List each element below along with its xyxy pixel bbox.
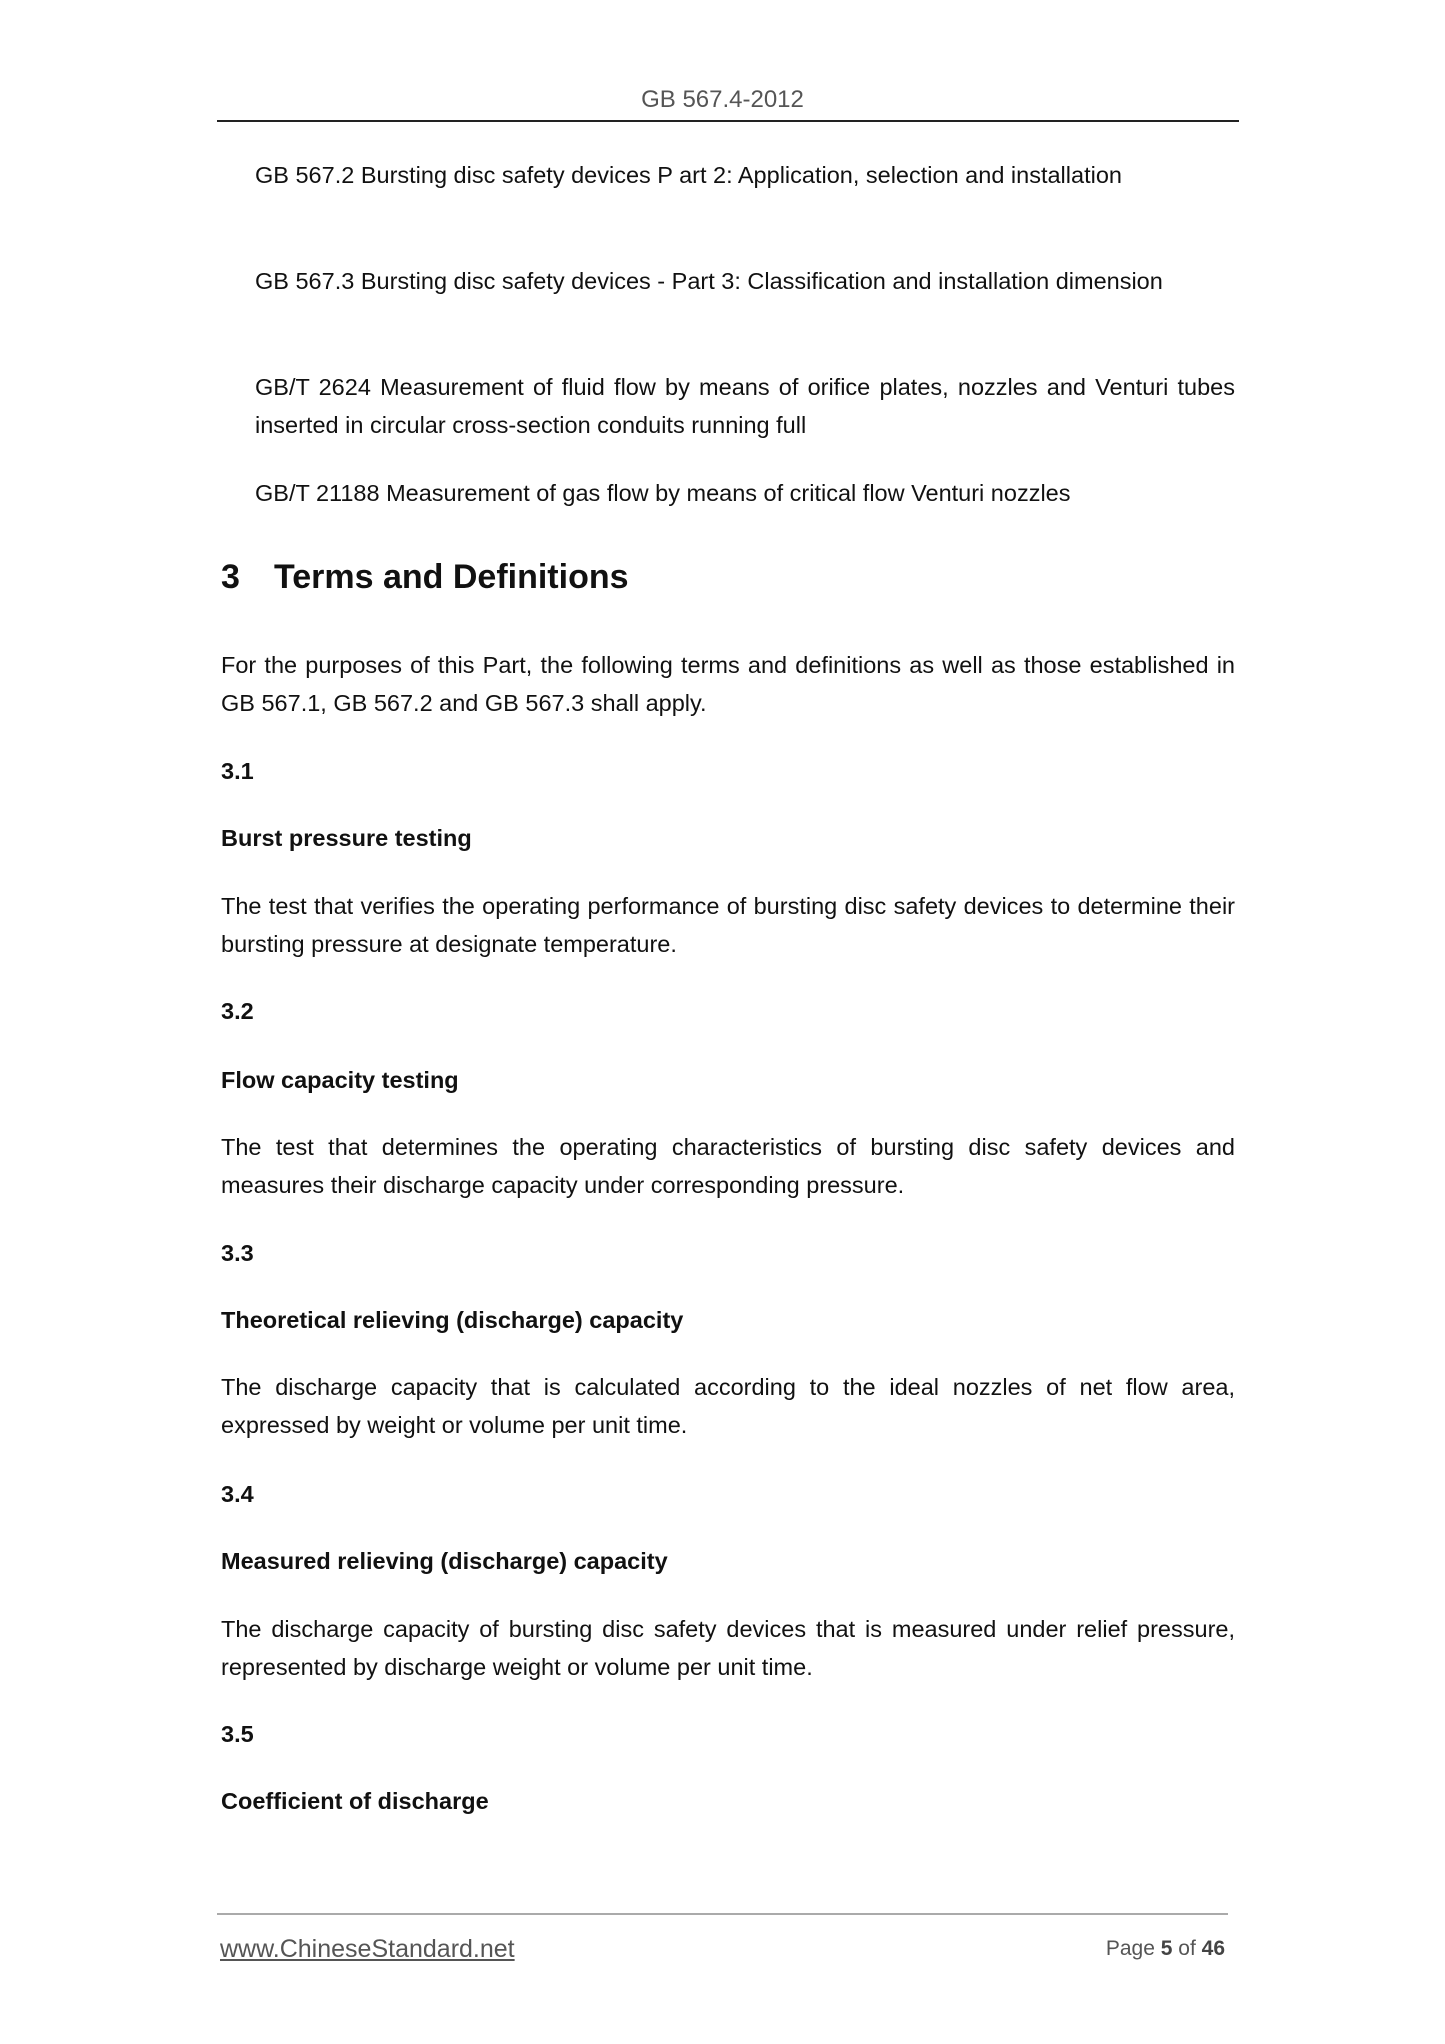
footer-divider (217, 1913, 1228, 1915)
term-number: 3.2 (221, 998, 254, 1024)
total-pages: 46 (1201, 1937, 1225, 1960)
term-definition: The test that verifies the operating performance of bursting disc safety devices to determine their bursting pressure at designate temperature. (221, 893, 1235, 957)
section-intro: For the purposes of this Part, the following terms and definitions as well as those established in GB 567.1, GB 567.2 and GB 567.3 shall apply. (221, 652, 1235, 716)
term-number: 3.1 (221, 758, 254, 784)
term-definition: The discharge capacity of bursting disc safety devices that is measured under relief pressure, represented by discharge weight or volume per unit time. (221, 1616, 1235, 1680)
term-title: Measured relieving (discharge) capacity (221, 1548, 668, 1574)
term-title: Coefficient of discharge (221, 1788, 489, 1814)
term-title: Theoretical relieving (discharge) capacity (221, 1307, 684, 1333)
header-divider (217, 120, 1239, 122)
website-link[interactable]: www.ChineseStandard.net (220, 1935, 515, 1963)
term-number: 3.5 (221, 1721, 254, 1747)
reference-item: GB 567.3 Bursting disc safety devices - Part 3: Classification and installation dimension (255, 268, 1163, 294)
reference-item: GB/T 2624 Measurement of fluid flow by means of orifice plates, nozzles and Venturi tubes inserted in circular cross-section conduits running full (255, 374, 1235, 438)
term-definition: The test that determines the operating characteristics of bursting disc safety devices and measures their discharge capacity under corresponding pressure. (221, 1134, 1235, 1198)
section-number: 3 (221, 558, 240, 596)
term-title: Burst pressure testing (221, 825, 472, 851)
term-number: 3.3 (221, 1240, 254, 1266)
term-definition: The discharge capacity that is calculated according to the ideal nozzles of net flow area, expressed by weight or volume per unit time. (221, 1374, 1235, 1438)
term-title: Flow capacity testing (221, 1067, 459, 1093)
reference-item: GB/T 21188 Measurement of gas flow by means of critical flow Venturi nozzles (255, 480, 1071, 506)
reference-item: GB 567.2 Bursting disc safety devices P art 2: Application, selection and installation (255, 162, 1122, 188)
section-title: Terms and Definitions (274, 558, 629, 596)
page-indicator (1100, 1937, 1225, 1961)
page-header: GB 567.4-2012 (641, 86, 804, 113)
current-page: 5 (1160, 1937, 1173, 1960)
page-label: Page (1105, 1937, 1155, 1960)
term-number: 3.4 (221, 1481, 254, 1507)
page-of-label: of (1178, 1937, 1196, 1960)
section-heading (221, 558, 629, 597)
